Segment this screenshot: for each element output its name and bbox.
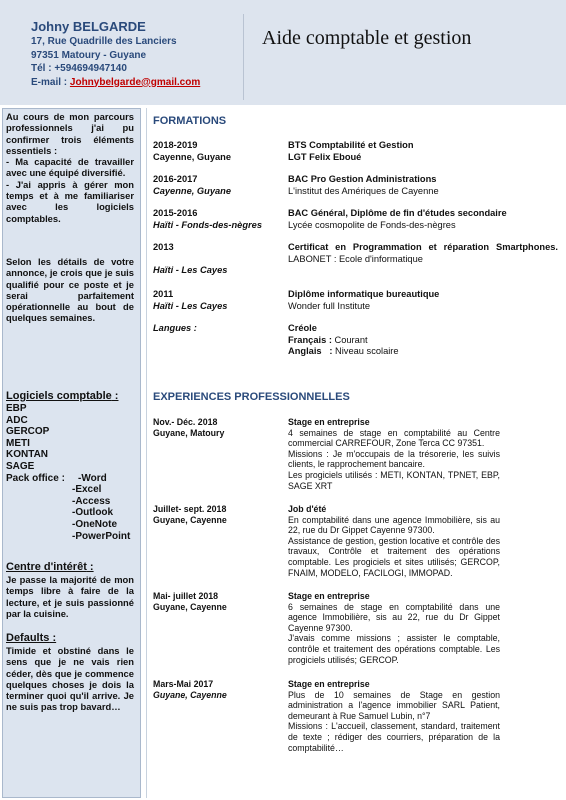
experience-dates: Nov.- Déc. 2018 Guyane, Matoury — [153, 417, 225, 438]
software-item: METI — [6, 437, 30, 449]
formation-dates: 2013 Haïti - Les Cayes — [153, 242, 228, 275]
header-divider — [243, 14, 244, 100]
sidebar-motivation: Selon les détails de votre annonce, je crois que je suis qualifié pour ce poste et je serai parfaitement opérationnelle au bout de quelques semaines. — [6, 256, 134, 324]
email-label: E-mail : — [31, 76, 70, 88]
intro-point: - J'ai appris à gérer mon temps et à me familiariser avec les logiciels comptables. — [6, 178, 134, 224]
formation-entry — [153, 289, 558, 315]
formation-entry — [153, 174, 558, 200]
language-item: Français : Courant — [288, 334, 368, 345]
formation-details: BAC Pro Gestion Administrations L'institut des Amériques de Cayenne — [288, 174, 439, 196]
pack-item: -Excel — [72, 484, 102, 496]
pack-office-label: Pack office : — [6, 472, 65, 484]
languages-row — [153, 323, 558, 359]
formation-dates: 2016-2017 Cayenne, Guyane — [153, 174, 232, 196]
experience-entry — [153, 417, 558, 497]
pack-item: -Word — [78, 472, 107, 484]
pack-item: -Outlook — [72, 507, 114, 519]
experience-details: Stage en entreprise 6 semaines de stage en comptabilité dans une agence Immobilière, sis au 22, rue du Dr Gippet Cayenne 97300. J'avais comme missions ; assister le comptable, contrôle et traitement des opérations comptable. Les progiciels utilisés; GERCOP. — [288, 591, 500, 665]
formation-details: BTS Comptabilité et Gestion LGT Felix Eboué — [288, 140, 414, 162]
interests-text: Je passe la majorité de mon temps libre à faire de la lecture, et je suis passionné par la cuisine. — [6, 574, 134, 619]
formation-details: BAC Général, Diplôme de fin d'études secondaire Lycée cosmopolite de Fonds-des-nègres — [288, 208, 507, 230]
column-divider — [146, 108, 147, 798]
candidate-name: Johny BELGARDE — [31, 19, 146, 34]
software-item: KONTAN — [6, 449, 49, 461]
pack-item: -Access — [72, 495, 111, 507]
formation-entry — [153, 242, 558, 282]
pack-office-row — [6, 473, 134, 485]
defaults-text: Timide et obstiné dans le sens que je ne vais rien céder, dès que je commence quelques choses je dois la terminer quoi qu'il arrive. Je ne suis pas trop bavard… — [6, 645, 134, 713]
experience-details: Job d'été En comptabilité dans une agence Immobilière, sis au 22, rue du Dr Gippet Cayenne 97300. Assistance de gestion, gestion locative et contrôle des travaux, Contrôle et traitement des opérations comptable. Les progiciels et sites utilisés; GERCOP, FNAIM, MODELO, FACILOGI, IMMOPAD. — [288, 504, 500, 578]
software-item: ADC — [6, 414, 28, 426]
experience-dates: Mai- juillet 2018 Guyane, Cayenne — [153, 591, 227, 612]
pack-item: -PowerPoint — [72, 530, 131, 542]
experience-entry — [153, 504, 558, 584]
defaults-section — [6, 632, 134, 713]
software-section — [6, 390, 134, 542]
address-line: 17, Rue Quadrille des Lanciers — [31, 36, 177, 47]
languages-label: Langues : — [153, 323, 197, 333]
experience-details: Stage en entreprise 4 semaines de stage en comptabilité au Centre commercial CARREFOUR, Zone Terca CC 97351. Missions : Je m'occupais de la trésorerie, les suivis clients, le rapprochement bancaire. Les progiciels utilisés : METI, KONTAN, TPNET, EBP, SAGE XRT — [288, 417, 500, 491]
pack-item: -OneNote — [72, 518, 117, 530]
phone-line: Tél : +594694947140 — [31, 63, 127, 74]
job-title: Aide comptable et gestion — [262, 27, 472, 49]
languages-list — [288, 323, 558, 358]
software-heading: Logiciels comptable : — [6, 390, 119, 402]
software-item: SAGE — [6, 460, 35, 472]
formation-dates: 2018-2019 Cayenne, Guyane — [153, 140, 232, 162]
experience-dates: Mars-Mai 2017 Guyane, Cayenne — [153, 679, 227, 700]
formation-details: Certificat en Programmation et réparation Smartphones. LABONET : Ecole d'informatique — [288, 242, 558, 264]
contact-block — [31, 19, 200, 89]
defaults-heading: Defaults : — [6, 632, 57, 644]
software-list — [6, 403, 134, 542]
software-item: GERCOP — [6, 426, 50, 438]
interests-section — [6, 561, 134, 619]
formation-entry — [153, 140, 558, 166]
formation-details: Diplôme informatique bureautique Wonder full Institute — [288, 289, 440, 311]
formation-dates: 2011 Haïti - Les Cayes — [153, 289, 228, 311]
experiences-title: EXPERIENCES PROFESSIONNELLES — [153, 391, 350, 403]
interests-heading: Centre d'intérêt : — [6, 561, 94, 573]
experience-entry — [153, 679, 558, 759]
email-link[interactable]: Johnybelgarde@gmail.com — [69, 76, 201, 88]
formation-dates: 2015-2016 Haïti - Fonds-des-nègres — [153, 208, 262, 230]
intro-point: - Ma capacité de travailler avec une équipé diversifié. — [6, 156, 134, 179]
formation-entry — [153, 208, 558, 234]
city-line: 97351 Matoury - Guyane — [31, 49, 147, 61]
experience-entry — [153, 591, 558, 671]
email-line — [31, 76, 200, 90]
experience-details: Stage en entreprise Plus de 10 semaines de Stage en gestion administration a l'agence immobilier SARL Patient, demeurant à Rue Samuel Lubin, n°7 Missions : L'accueil, classement, standard, traitement de texte ; rédiger des courriers, préparation de la comptabilité… — [288, 679, 500, 753]
software-item: EBP — [6, 403, 27, 414]
experience-dates: Juillet- sept. 2018 Guyane, Cayenne — [153, 504, 227, 525]
formations-title: FORMATIONS — [153, 115, 227, 127]
sidebar-intro — [6, 111, 134, 224]
language-item: Anglais : Niveau scolaire — [288, 346, 399, 356]
language-item: Créole — [288, 323, 317, 333]
intro-paragraph: Au cours de mon parcours professionnels j'ai pu confirmer trois éléments essentiels : — [6, 111, 134, 156]
